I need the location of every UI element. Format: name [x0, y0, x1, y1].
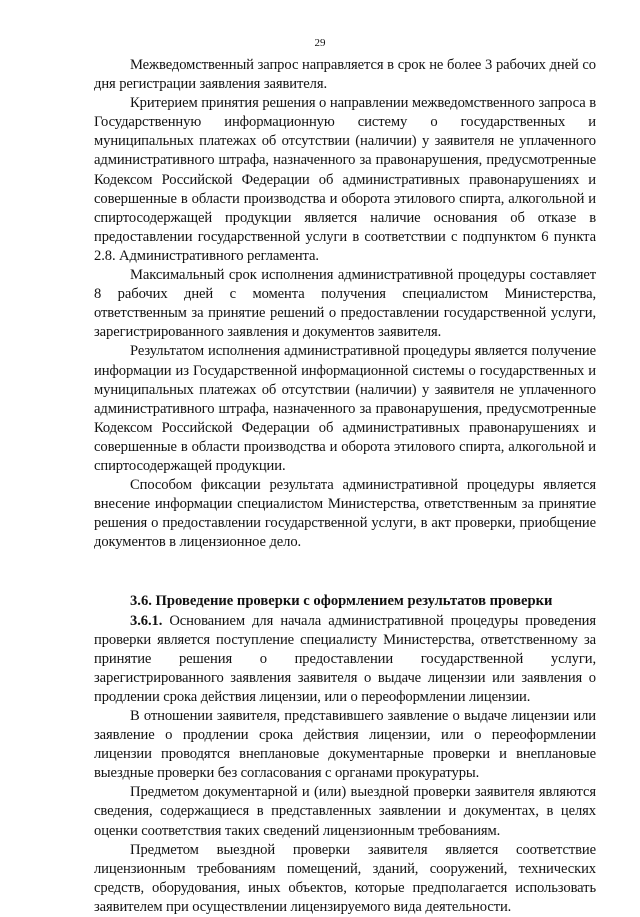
- paragraph-maximum-term: Максимальный срок исполнения административной процедуры составляет 8 рабочих дней с момента получения специалистом Министерства, ответственным за принятие решений о предоставлении государственной услуги, зарегистрированного заявления и документов заявителя.: [94, 267, 596, 341]
- section-heading: 3.6. Проведение проверки с оформлением результатов проверки: [130, 593, 553, 610]
- paragraph-documentary-inspection-subject: Предметом документарной и (или) выездной проверки заявителя являются сведения, содержащиеся в представленных заявлении и документах, в целях оценки соответствия таких сведений лицензионным требованиям.: [94, 784, 596, 839]
- page-number: 29: [314, 37, 326, 49]
- paragraph-decision-criterion: Критерием принятия решения о направлении межведомственного запроса в Государственную информационную систему о государственных и муниципальных платежах об отсутствии (наличии) у заявителя не уплаченного административного штрафа, назначенного за правонарушения, предусмотренные Кодексом Российской Федерации об административных правонарушениях и совершенные в области производства и оборота этилового спирта, алкогольной и спиртосодержащей продукции является наличие основания об отказе в предоставлении государственной услуги в соответствии с подпунктом 6 пункта 2.8. Административного регламента.: [94, 95, 596, 264]
- paragraph-result-recording-method: Способом фиксации результата административной процедуры является внесение информации специалистом Министерства, ответственным за принятие решения о предоставлении государственной услуги, в акт проверки, приобщение документов в лицензионное дело.: [94, 477, 596, 551]
- paragraph-onsite-inspection-subject: Предметом выездной проверки заявителя является соответствие лицензионным требованиям помещений, зданий, сооружений, технических средств, оборудования, иных объектов, которые предполагается использовать заявителем при осуществлении лицензируемого вида деятельности.: [94, 841, 596, 915]
- paragraph-subpoint-3-6-1: [94, 612, 596, 707]
- paragraph-unscheduled-inspections: В отношении заявителя, представившего заявление о выдаче лицензии или заявление о продлении срока действия лицензии, или о переоформлении лицензии проводятся внеплановые документарные проверки и внеплановые выездные проверки без согласования с органами прокуратуры.: [94, 708, 596, 782]
- subpoint-number: 3.6.1.: [130, 612, 163, 629]
- section-spacer: [94, 552, 596, 592]
- document-body: [94, 56, 596, 917]
- paragraph-interagency-request-deadline: Межведомственный запрос направляется в срок не более 3 рабочих дней со дня регистрации заявления заявителя.: [94, 57, 596, 93]
- subpoint-text: Основанием для начала административной процедуры проведения проверки является поступление специалисту Министерства, ответственному за принятие решения о предоставлении государственной услуги, зарегистрированного заявления заявителя о выдаче лицензии или заявления о продлении срока действия лицензии, или о переоформлении лицензии.: [94, 612, 596, 705]
- paragraph-procedure-result: Результатом исполнения административной процедуры является получение информации из Государственной информационной системы о государственных и муниципальных платежах об отсутствии (наличии) у заявителя не уплаченного административного штрафа, назначенного за правонарушения, предусмотренные Кодексом Российской Федерации об административных правонарушениях и совершенные в области производства и оборота этилового спирта, алкогольной и спиртосодержащей продукции.: [94, 343, 596, 474]
